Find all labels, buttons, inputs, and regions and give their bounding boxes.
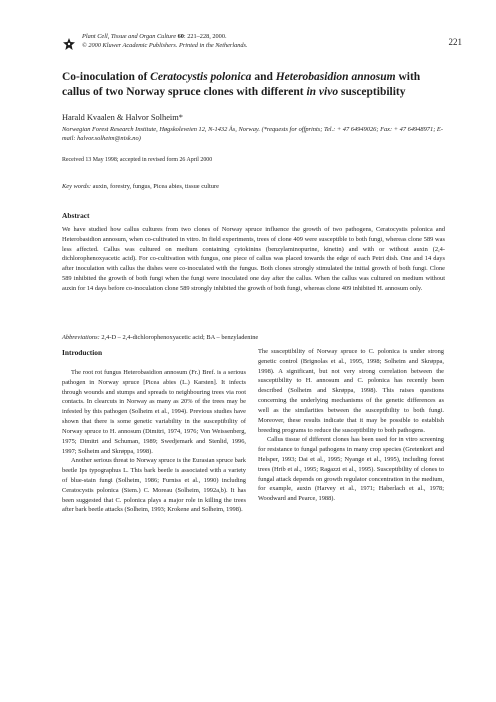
abstract-heading: Abstract xyxy=(62,211,90,220)
left-column xyxy=(62,368,246,515)
received-dates: Received 13 May 1998; accepted in revised form 26 April 2000 xyxy=(62,157,213,163)
journal-title: Plant Cell, Tissue and Organ Culture xyxy=(82,33,176,40)
keywords-text: auxin, forestry, fungus, Picea abies, tissue culture xyxy=(91,183,219,190)
abstract-text: We have studied how callus cultures from two clones of Norway spruce influence the growth of two pathogens, Ceratocystis polonica and Heterobasidion annosum, when co-cultivated in vitro. In field experiments, trees of clone 409 were susceptible to both fungi, whereas clone 589 was less affected. Callus was cultured on medium containing cytokinins (benzylaminopurine, kinetin) and with or without auxin (2,4-dichlorophenoxyacetic acid). For co-cultivation with fungus, one piece of callus was placed towards the edge of each Petri dish. One and 14 days after inoculation with callus the dishes were co-inoculated with the fungus. Both clones strongly stimulated the initial growth of both fungi. Clone 589 inhibited the growth of both fungi when the fungi were inoculated one day after the callus. When the callus was cultured on medium without auxin for 14 days before co-inoculation clone 589 strongly inhibited the growth of both fungi, whereas clone 409 inhibited H. annosum only. xyxy=(62,226,445,292)
article-title: Co-inoculation of Ceratocystis polonica and Heterobasidion annosum with callus of two Norway spruce clones with different in vivo susceptibility xyxy=(62,71,421,98)
introduction-heading: Introduction xyxy=(62,348,103,357)
affiliation: Norwegian Forest Research Institute, Høgskoleveien 12, N-1432 Ås, Norway. (*requests for offprints; Tel.: + 47 64949026; Fax: + 47 64948971; E-mail: halvor.solheim@nisk.no) xyxy=(62,126,443,142)
abbreviations-label: Abbreviations: xyxy=(62,334,100,341)
page-number: 221 xyxy=(448,37,462,47)
abbreviations-text: 2,4-D – 2,4-dichlorophenoxyacetic acid; BA – benzyladenine xyxy=(99,334,259,341)
journal-volume: 60 xyxy=(177,33,184,40)
publisher-logo-icon xyxy=(62,37,76,51)
abbreviations xyxy=(62,334,445,341)
paragraph: Another serious threat to Norway spruce is the Eurasian spruce bark beetle Ips typographus L. This bark beetle is associated with a variety of blue-stain fungi (Solheim, 1986; Furniss et al., 1990) including Ceratocystis polonica (Siem.) C. Moreau (Solheim, 1992a,b). It has been suggested that C. polonica plays a major role in killing the trees after bark beetle attacks (Solheim, 1993; Krokene and Solheim, 1998). xyxy=(62,457,246,514)
paragraph: Callus tissue of different clones has been used for in vitro screening for resistance to fungal pathogens in many crop species (Gretenkort and Helsper, 1993; Dai et al., 1995; Nyange et al., 1995), including forest trees (Hrib et al., 1995; Ragazzi et al., 1995). Susceptibility of clones to fungal attack depends on growth regulator concentration in the medium, for example, auxin (Harvey et al., 1971; Haberlach et al., 1978; Woodward and Pearce, 1988). xyxy=(258,436,444,503)
paragraph: The susceptibility of Norway spruce to C. polonica is under strong genetic control (Brignolas et al., 1995, 1998; Solheim and Skrøppa, 1998). A significant, but not very strong correlation between the susceptibility to H. annosum and C. polonica has recently been described (Solheim and Skrøppa, 1998). This raises questions concerning the underlying mechanisms of the genetic differences as well as the similarities between the susceptibility to both fungi. Moreover, these results indicate that it may be possible to establish breeding programs to reduce the susceptibility to both pathogens. xyxy=(258,348,444,434)
paragraph: The root rot fungus Heterobasidion annosum (Fr.) Bref. is a serious pathogen in Norway spruce [Picea abies (L.) Karsten]. It infects through wounds and stumps and spreads to neighbouring trees via root contacts. In clearcuts in Norway as many as 20% of the trees may be infested by this pathogen (Solheim et al., 1994). Previous studies have shown that there is some genetic variability in the susceptibility of Norway spruce to H. annosum (Dimitri, 1974, 1976; Von Weissenberg, 1975; Dimitri and Schuman, 1989; Swedjemark and Stenlid, 1996, 1997; Solheim and Skrøppa, 1998). xyxy=(62,369,246,455)
keywords xyxy=(62,183,219,190)
journal-pages: : 221–228, 2000. xyxy=(183,33,227,40)
copyright-line: © 2000 Kluwer Academic Publishers. Printed in the Netherlands. xyxy=(82,42,248,49)
right-column xyxy=(258,347,444,504)
keywords-label: Key words: xyxy=(62,183,92,190)
authors: Harald Kvaalen & Halvor Solheim* xyxy=(62,113,183,122)
journal-citation xyxy=(82,32,248,50)
